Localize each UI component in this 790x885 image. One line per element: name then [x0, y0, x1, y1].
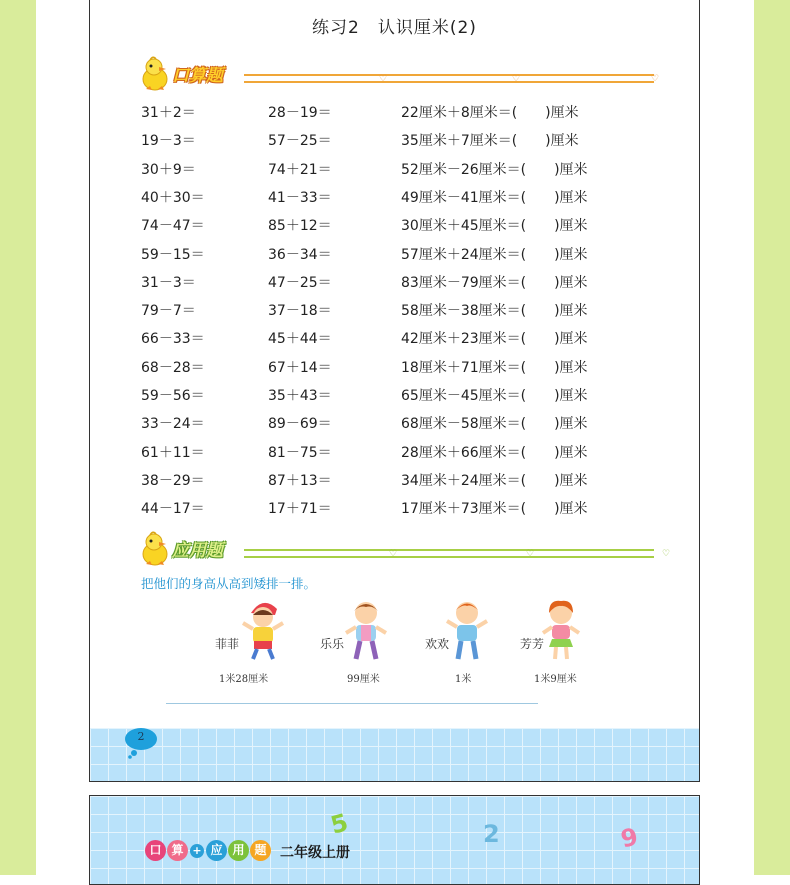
decorative-digit: 2	[483, 820, 500, 848]
child-height: 99厘米	[347, 674, 380, 685]
right-margin-band	[754, 0, 790, 875]
workbook-page	[89, 0, 700, 782]
calc-expression: 35厘米＋7厘米＝( )厘米	[401, 133, 579, 150]
child-name: 欢欢	[425, 637, 450, 651]
calc-expression: 30＋9＝	[141, 161, 196, 178]
calc-row	[141, 385, 661, 405]
child-height: 1米9厘米	[534, 674, 577, 685]
section-label: 应用题	[172, 541, 223, 561]
calc-row	[141, 272, 661, 292]
girl-figure-icon	[239, 597, 287, 661]
book-title: 二年级上册	[280, 845, 350, 861]
calc-expression: 58厘米－38厘米＝( )厘米	[401, 303, 588, 320]
calc-expression: 59－56＝	[141, 388, 205, 404]
calc-expression: 83厘米－79厘米＝( )厘米	[401, 274, 588, 291]
logo-char: 应	[206, 840, 227, 861]
calc-expression: 57－25＝	[268, 133, 332, 150]
heart-icon: ♡	[651, 74, 660, 84]
heart-icon: ♡	[526, 549, 535, 559]
child-name: 芳芳	[520, 637, 545, 651]
calc-expression: 36－34＝	[268, 246, 332, 263]
page-number: 2	[137, 730, 145, 743]
calc-expression: 57厘米＋24厘米＝( )厘米	[401, 246, 588, 263]
calc-row	[141, 413, 661, 433]
chick-icon	[138, 55, 172, 93]
calc-expression: 68－28＝	[141, 359, 205, 376]
calc-expression: 28厘米＋66厘米＝( )厘米	[401, 444, 588, 461]
heart-icon: ♡	[512, 74, 521, 84]
child-name: 菲菲	[215, 637, 240, 651]
calc-row	[141, 215, 661, 235]
calc-row	[141, 159, 661, 179]
calc-expression: 41－33＝	[268, 189, 332, 206]
next-page-header	[89, 795, 700, 885]
calc-expression: 35＋43＝	[268, 388, 332, 404]
calc-row	[141, 187, 661, 207]
child-height: 1米	[455, 674, 472, 685]
calc-row	[141, 470, 661, 490]
calc-expression: 74＋21＝	[268, 161, 332, 178]
left-margin-band	[0, 0, 36, 875]
boy-figure-icon	[443, 597, 491, 661]
calc-row	[141, 498, 661, 518]
logo-char: 题	[250, 840, 271, 861]
calc-expression: 85＋12＝	[268, 218, 332, 235]
calc-expression: 44－17＝	[141, 501, 205, 518]
calc-expression: 31－3＝	[141, 274, 196, 291]
heart-icon: ♡	[379, 74, 388, 84]
calc-expression: 89－69＝	[268, 416, 332, 433]
calc-expression: 52厘米－26厘米＝( )厘米	[401, 161, 588, 178]
calc-expression: 65厘米－45厘米＝( )厘米	[401, 388, 588, 404]
calc-expression: 33－24＝	[141, 416, 205, 433]
girl-figure-icon	[537, 597, 585, 661]
calc-expression: 45＋44＝	[268, 331, 332, 348]
calc-expression: 28－19＝	[268, 105, 332, 121]
heart-icon: ♡	[389, 549, 398, 559]
child-name: 乐乐	[320, 637, 345, 651]
footer-band	[90, 728, 699, 782]
decorative-digit: 9	[618, 822, 641, 854]
calc-expression: 17厘米＋73厘米＝( )厘米	[401, 501, 588, 518]
calc-row	[141, 357, 661, 377]
calc-row	[141, 130, 661, 150]
decorative-digit: 5	[327, 808, 352, 840]
section-label: 口算题	[172, 66, 223, 86]
calc-expression: 49厘米－41厘米＝( )厘米	[401, 189, 588, 206]
calc-expression: 66－33＝	[141, 331, 205, 348]
calc-row	[141, 328, 661, 348]
calc-expression: 31＋2＝	[141, 105, 196, 121]
calc-expression: 42厘米＋23厘米＝( )厘米	[401, 331, 588, 348]
calc-expression: 74－47＝	[141, 218, 205, 235]
calc-expression: 87＋13＝	[268, 472, 332, 489]
applied-header	[138, 530, 671, 570]
instruction-text: 把他们的身高从高到矮排一排。	[141, 576, 317, 591]
calc-row	[141, 442, 661, 462]
calc-expression: 61＋11＝	[141, 444, 205, 461]
calc-expression: 34厘米＋24厘米＝( )厘米	[401, 472, 588, 489]
calc-row	[141, 244, 661, 264]
heart-icon: ♡	[662, 549, 671, 559]
page-title: 练习2 认识厘米(2)	[312, 18, 477, 38]
logo-char: 用	[228, 840, 249, 861]
calc-row	[141, 102, 661, 122]
section-rule	[244, 74, 654, 76]
calc-expression: 59－15＝	[141, 246, 205, 263]
logo-char: +	[190, 844, 204, 858]
boy-figure-icon	[342, 597, 390, 661]
mental-math-header	[138, 55, 660, 95]
calc-expression: 19－3＝	[141, 133, 196, 150]
calc-expression: 67＋14＝	[268, 359, 332, 376]
answer-line	[166, 703, 538, 704]
section-rule	[244, 549, 654, 551]
calc-row	[141, 300, 661, 320]
calc-expression: 81－75＝	[268, 444, 332, 461]
child-height: 1米28厘米	[219, 674, 269, 685]
calc-expression: 68厘米－58厘米＝( )厘米	[401, 416, 588, 433]
calc-expression: 38－29＝	[141, 472, 205, 489]
calc-expression: 30厘米＋45厘米＝( )厘米	[401, 218, 588, 235]
calc-expression: 47－25＝	[268, 274, 332, 291]
calc-expression: 37－18＝	[268, 303, 332, 320]
chick-icon	[138, 530, 172, 568]
calc-expression: 17＋71＝	[268, 501, 332, 518]
calc-expression: 40＋30＝	[141, 189, 205, 206]
calc-expression: 18厘米＋71厘米＝( )厘米	[401, 359, 588, 376]
calc-expression: 79－7＝	[141, 303, 196, 320]
calc-expression: 22厘米＋8厘米＝( )厘米	[401, 105, 579, 121]
section-rule	[244, 556, 654, 558]
section-rule	[244, 81, 654, 83]
logo-char: 算	[167, 840, 188, 861]
logo-char: 口	[145, 840, 166, 861]
